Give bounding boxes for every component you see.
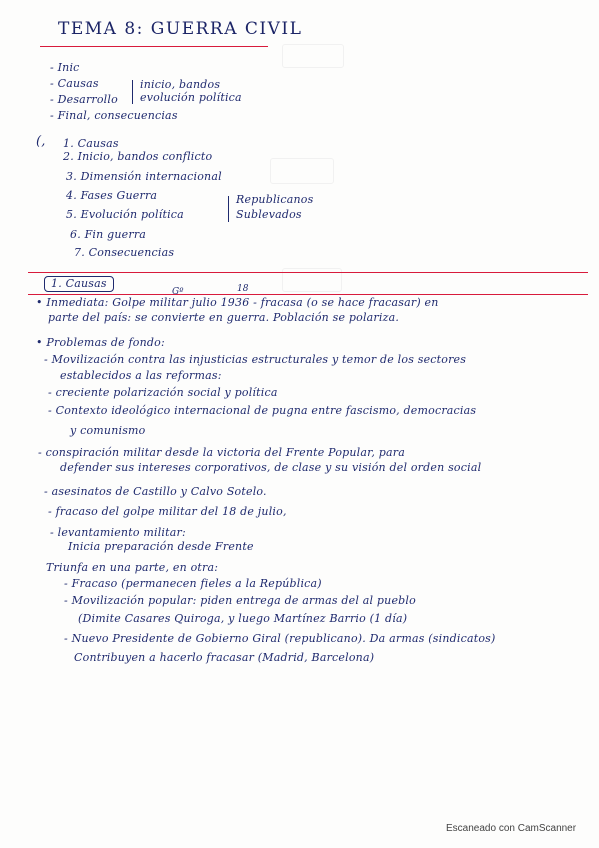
outline-item: 4. Fases Guerra: [66, 189, 158, 202]
note-line: parte del país: se convierte en guerra. Población se polariza.: [48, 311, 400, 324]
outline-marker: (,: [36, 134, 46, 149]
note-line: - conspiración militar desde la victoria del Frente Popular, para: [38, 446, 406, 459]
note-line: - Movilización popular: piden entrega de armas del al pueblo: [64, 594, 416, 607]
section-rule: [28, 272, 588, 273]
bleed-through-mark: [282, 44, 344, 68]
note-line: (Dimite Casares Quiroga, y luego Martínez Barrio (1 día): [78, 612, 408, 625]
index-item: - Final, consecuencias: [50, 109, 178, 122]
title-underline: [40, 46, 268, 47]
section-rule: [28, 294, 588, 295]
note-line: - Contexto ideológico internacional de pugna entre fascismo, democracias: [48, 404, 477, 417]
index-subitem: evolución política: [140, 91, 242, 104]
superscript-note: Gº: [172, 287, 184, 297]
index-item: - Inic: [50, 61, 80, 74]
note-line: Contribuyen a hacerlo fracasar (Madrid, Barcelona): [74, 651, 375, 664]
outline-item: 3. Dimensión internacional: [66, 170, 222, 183]
index-item: - Causas: [50, 77, 99, 90]
outline-item: 5. Evolución política: [66, 208, 184, 221]
section-heading: 1. Causas: [44, 276, 114, 292]
outline-item: 1. Causas: [63, 137, 119, 150]
note-line: • Problemas de fondo:: [36, 336, 165, 349]
outline-item: 6. Fin guerra: [70, 228, 147, 241]
note-line: - Movilización contra las injusticias estructurales y temor de los sectores: [44, 353, 467, 366]
bleed-through-mark: [270, 158, 334, 184]
note-line: Triunfa en una parte, en otra:: [46, 561, 219, 574]
note-line: - creciente polarización social y política: [48, 386, 278, 399]
note-line: • Inmediata: Golpe militar julio 1936 - fracasa (o se hace fracasar) en: [36, 296, 439, 309]
note-line: defender sus intereses corporativos, de clase y su visión del orden social: [60, 461, 482, 474]
note-line: - fracaso del golpe militar del 18 de julio,: [48, 505, 287, 518]
note-line: - levantamiento militar:: [50, 526, 186, 539]
outline-item: 2. Inicio, bandos conflicto: [63, 150, 213, 163]
index-item: - Desarrollo: [50, 93, 118, 106]
outline-item: 7. Consecuencias: [74, 246, 175, 259]
outline-subitem: Republicanos: [236, 193, 314, 206]
note-line: - asesinatos de Castillo y Calvo Sotelo.: [44, 485, 267, 498]
outline-brace: [228, 196, 235, 222]
index-brace: [132, 80, 139, 104]
note-line: - Fracaso (permanecen fieles a la República): [64, 577, 322, 590]
superscript-note: 18: [237, 284, 249, 294]
note-line: - Nuevo Presidente de Gobierno Giral (republicano). Da armas (sindicatos): [64, 632, 496, 645]
outline-subitem: Sublevados: [236, 208, 302, 221]
page-title: TEMA 8: GUERRA CIVIL: [58, 19, 303, 39]
note-line: Inicia preparación desde Frente: [68, 540, 254, 553]
index-subitem: inicio, bandos: [140, 78, 221, 91]
note-line: y comunismo: [70, 424, 146, 437]
scanner-watermark: Escaneado con CamScanner: [446, 823, 577, 834]
note-line: establecidos a las reformas:: [60, 369, 222, 382]
